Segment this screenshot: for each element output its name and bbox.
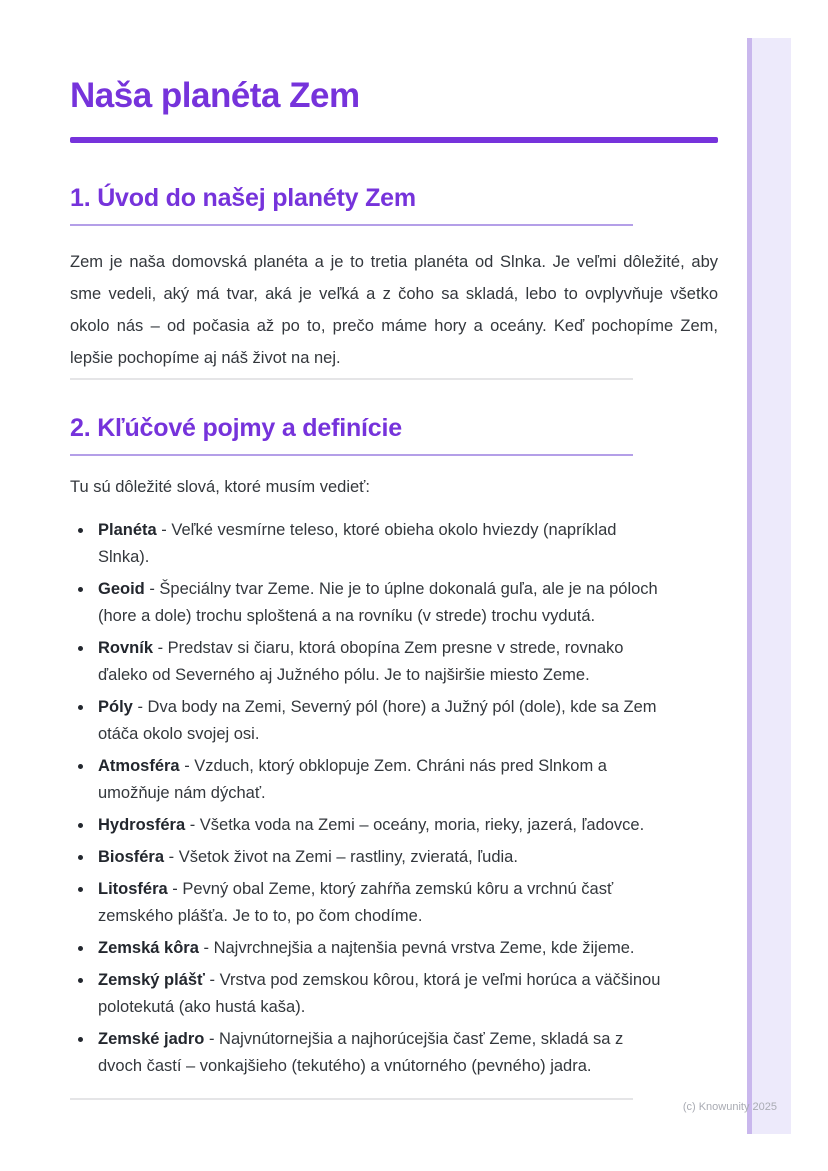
term-definition: - Špeciálny tvar Zeme. Nie je to úplne dokonalá guľa, ale je na póloch (hore a dole) trochu sploštená a na rovníku (v strede) trochu vydutá. xyxy=(98,580,658,625)
term-definition: - Všetok život na Zemi – rastliny, zvieratá, ľudia. xyxy=(164,848,518,866)
term-name: Atmosféra xyxy=(98,757,180,775)
section-2-heading-underline xyxy=(70,454,633,456)
term-name: Póly xyxy=(98,698,133,716)
bottom-divider xyxy=(70,1098,633,1100)
section-introduction xyxy=(70,184,718,374)
term-definition: - Pevný obal Zeme, ktorý zahŕňa zemskú kôru a vrchnú časť zemského plášťa. Je to to, po čom chodíme. xyxy=(98,880,614,925)
term-item xyxy=(70,517,698,571)
term-definition: - Predstav si čiaru, ktorá obopína Zem presne v strede, rovnako ďaleko od Severného aj Južného pólu. Je to najširšie miesto Zeme. xyxy=(98,639,624,684)
intro-paragraph: Zem je naša domovská planéta a je to tretia planéta od Slnka. Je veľmi dôležité, aby sme vedeli, aký má tvar, aká je veľká a z čoho sa skladá, lebo to ovplyvňuje všetko okolo nás – od počasia až po to, prečo máme hory a oceány. Keď pochopíme Zem, lepšie pochopíme aj náš život na nej. xyxy=(70,253,718,367)
lead-text: Tu sú dôležité slová, ktoré musím vedieť: xyxy=(70,478,370,496)
section-divider xyxy=(70,378,633,380)
term-item xyxy=(70,576,698,630)
term-name: Biosféra xyxy=(98,848,165,866)
section-1-heading: 1. Úvod do našej planéty Zem xyxy=(70,184,416,212)
section-key-terms xyxy=(70,414,718,1080)
term-item xyxy=(70,812,698,839)
term-item xyxy=(70,635,698,689)
term-name: Planéta xyxy=(98,521,157,539)
term-item xyxy=(70,935,698,962)
term-name: Zemská kôra xyxy=(98,939,199,957)
term-definition: - Vzduch, ktorý obklopuje Zem. Chráni nás pred Slnkom a umožňuje nám dýchať. xyxy=(98,757,607,802)
term-item xyxy=(70,1026,698,1080)
term-item xyxy=(70,694,698,748)
term-name: Geoid xyxy=(98,580,145,598)
term-definition: - Najvrchnejšia a najtenšia pevná vrstva Zeme, kde žijeme. xyxy=(198,939,635,957)
page-content xyxy=(70,0,718,1100)
term-item xyxy=(70,753,698,807)
term-name: Zemské jadro xyxy=(98,1030,205,1048)
page-edge-stripe xyxy=(747,38,791,1134)
terms-list xyxy=(70,517,698,1080)
term-definition: - Veľké vesmírne teleso, ktoré obieha okolo hviezdy (napríklad Slnka). xyxy=(98,521,617,566)
term-item xyxy=(70,844,698,871)
term-item xyxy=(70,876,698,930)
term-name: Zemský plášť xyxy=(98,971,205,989)
term-definition: - Najvnútornejšia a najhorúcejšia časť Zeme, skladá sa z dvoch častí – vonkajšieho (tekutého) a vnútorného (pevného) jadra. xyxy=(98,1030,624,1075)
term-definition: - Vrstva pod zemskou kôrou, ktorá je veľmi horúca a väčšinou polotekutá (ako hustá kaša). xyxy=(98,971,661,1016)
term-name: Rovník xyxy=(98,639,154,657)
page-title: Naša planéta Zem xyxy=(70,76,360,115)
term-definition: - Všetka voda na Zemi – oceány, moria, rieky, jazerá, ľadovce. xyxy=(185,816,645,834)
term-definition: - Dva body na Zemi, Severný pól (hore) a Južný pól (dole), kde sa Zem otáča okolo svojej osi. xyxy=(98,698,657,743)
term-name: Hydrosféra xyxy=(98,816,186,834)
title-rule xyxy=(70,137,718,143)
term-name: Litosféra xyxy=(98,880,168,898)
term-item xyxy=(70,967,698,1021)
section-1-heading-underline xyxy=(70,224,633,226)
footer-credit: (c) Knowunity 2025 xyxy=(682,1101,777,1113)
section-2-heading: 2. Kľúčové pojmy a definície xyxy=(70,414,402,442)
